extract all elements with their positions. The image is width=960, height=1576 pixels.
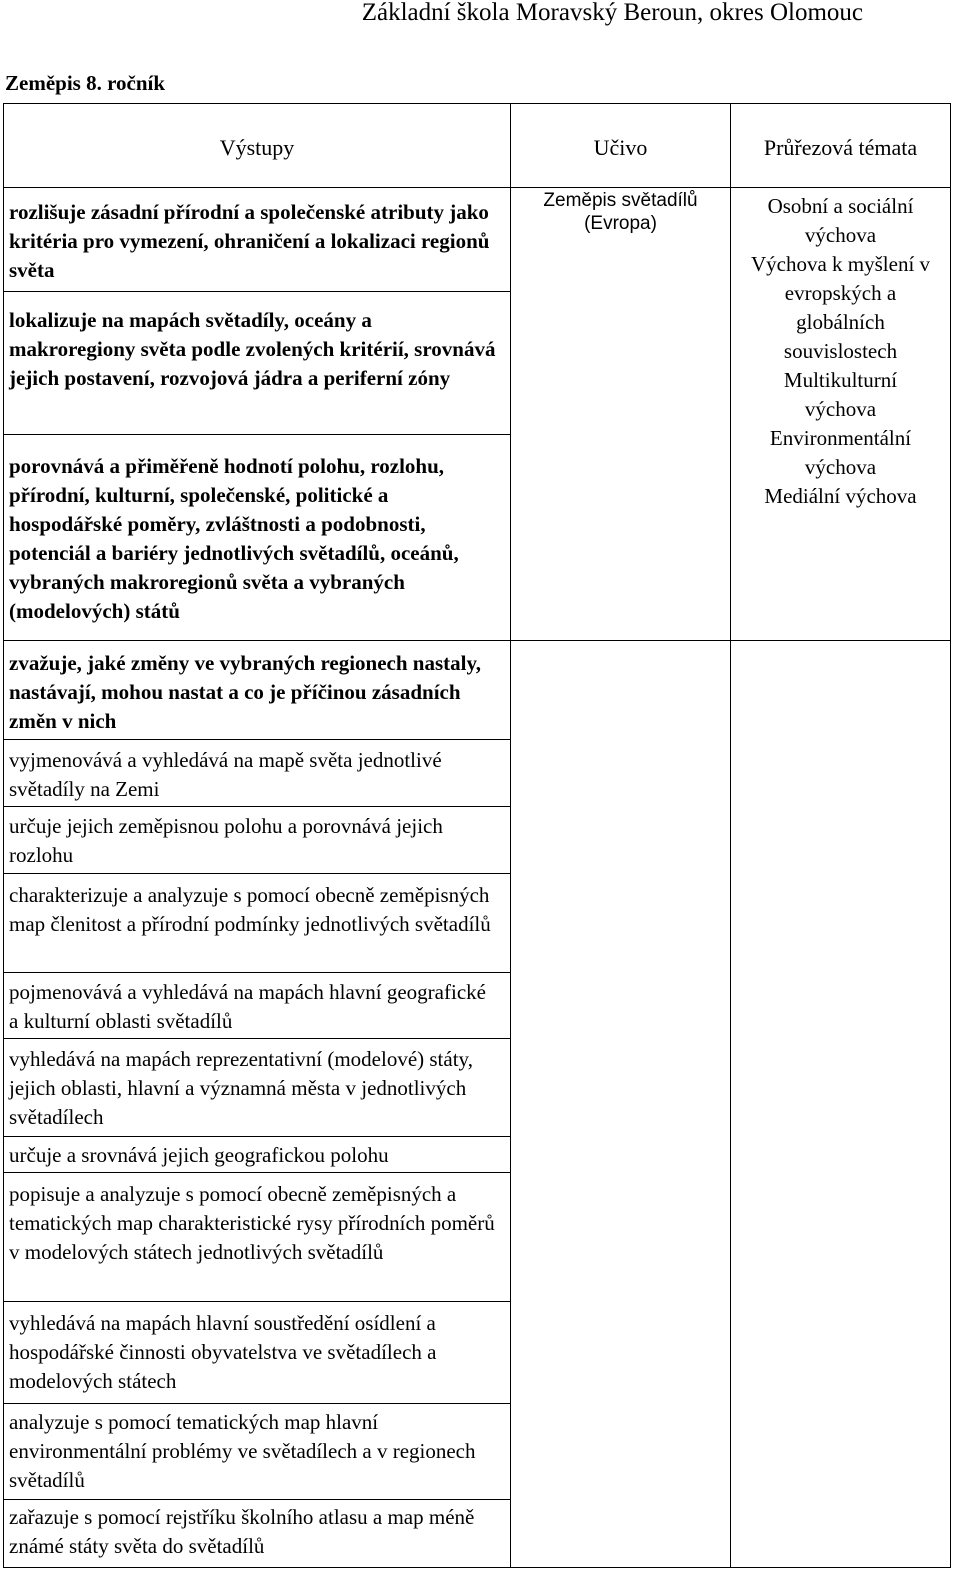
column-header-ucivo: Učivo bbox=[593, 135, 648, 160]
row-divider bbox=[4, 972, 510, 973]
outcome-text: určuje a srovnává jejich geografickou polohu bbox=[9, 1143, 389, 1167]
outcome-text: určuje jejich zeměpisnou polohu a porovnává jejich rozlohu bbox=[9, 814, 443, 867]
row-divider bbox=[4, 1301, 510, 1302]
outcome-text: popisuje a analyzuje s pomocí obecně zeměpisných a tematických map charakteristické rysy přírodních poměrů v modelových státech jednotlivých světadílů bbox=[9, 1182, 495, 1264]
theme-medialni: Mediální výchova bbox=[764, 484, 917, 508]
row-divider bbox=[4, 291, 510, 292]
column-header-vystupy: Výstupy bbox=[219, 135, 295, 160]
column-right-edge bbox=[950, 640, 951, 1568]
outcome-text: vyhledává na mapách reprezentativní (modelové) státy, jejich oblasti, hlavní a významná města v jednotlivých světadílech bbox=[9, 1047, 473, 1129]
theme-environmentalni: Environmentální výchova bbox=[769, 426, 912, 479]
outcome-text: porovnává a přiměřeně hodnotí polohu, rozlohu, přírodní, kulturní, společenské, politické a hospodářské poměry, zvláštnosti a podobnosti, potenciál a bariéry jednotlivých světadílů, oceánů, vybraných makroregionů světa a vybraných (modelových) států bbox=[9, 454, 459, 623]
school-name: Základní škola Moravský Beroun, okres Olomouc bbox=[361, 0, 863, 26]
outcome-text: vyhledává na mapách hlavní soustředění osídlení a hospodářské činnosti obyvatelstva ve světadílech a modelových státech bbox=[9, 1311, 437, 1393]
outcome-text: zařazuje s pomocí rejstříku školního atlasu a map méně známé státy světa do světadílů bbox=[9, 1505, 475, 1558]
outcome-text: charakterizuje a analyzuje s pomocí obecně zeměpisných map členitost a přírodní podmínky jednotlivých světadílů bbox=[9, 883, 491, 936]
theme-vychova-k-mysleni: Výchova k myšlení v evropských a globálních souvislostech bbox=[750, 252, 931, 363]
outcome-text: analyzuje s pomocí tematických map hlavní environmentální problémy ve světadílech a v regionech světadílů bbox=[9, 1410, 476, 1492]
row-divider bbox=[4, 1038, 510, 1039]
column-divider-1 bbox=[510, 103, 511, 1568]
outcome-text: pojmenovává a vyhledává na mapách hlavní geografické a kulturní oblasti světadílů bbox=[9, 980, 486, 1033]
row-divider bbox=[4, 1403, 510, 1404]
row-divider bbox=[4, 1172, 510, 1173]
outcome-text: lokalizuje na mapách světadíly, oceány a makroregiony světa podle zvolených kritérií, srovnává jejich postavení, rozvojová jádra a periferní zóny bbox=[9, 308, 496, 390]
subject-title: Zeměpis 8. ročník bbox=[5, 71, 166, 95]
cross-curricular-themes bbox=[731, 192, 950, 511]
outcome-text: rozlišuje zásadní přírodní a společenské atributy jako kritéria pro vymezení, ohraničení a lokalizaci regionů světa bbox=[9, 200, 490, 282]
row-divider bbox=[4, 806, 510, 807]
outcome-text: vyjmenovává a vyhledává na mapě světa jednotlivé světadíly na Zemi bbox=[9, 748, 442, 801]
row-divider bbox=[4, 1136, 510, 1137]
row-divider bbox=[4, 873, 510, 874]
row-divider bbox=[4, 434, 510, 435]
ucivo-text: Zeměpis světadílů (Evropa) bbox=[543, 190, 698, 234]
outcome-text: zvažuje, jaké změny ve vybraných regionech nastaly, nastávají, mohou nastat a co je příčinou zásadních změn v nich bbox=[9, 651, 482, 733]
row-divider bbox=[4, 1499, 510, 1500]
table-bottom bbox=[510, 1567, 951, 1568]
theme-osobni-socialni: Osobní a sociální výchova bbox=[767, 194, 914, 247]
row-divider bbox=[4, 739, 510, 740]
column-header-prurezova-temata: Průřezová témata bbox=[763, 135, 918, 160]
theme-multikulturni: Multikulturní výchova bbox=[783, 368, 898, 421]
